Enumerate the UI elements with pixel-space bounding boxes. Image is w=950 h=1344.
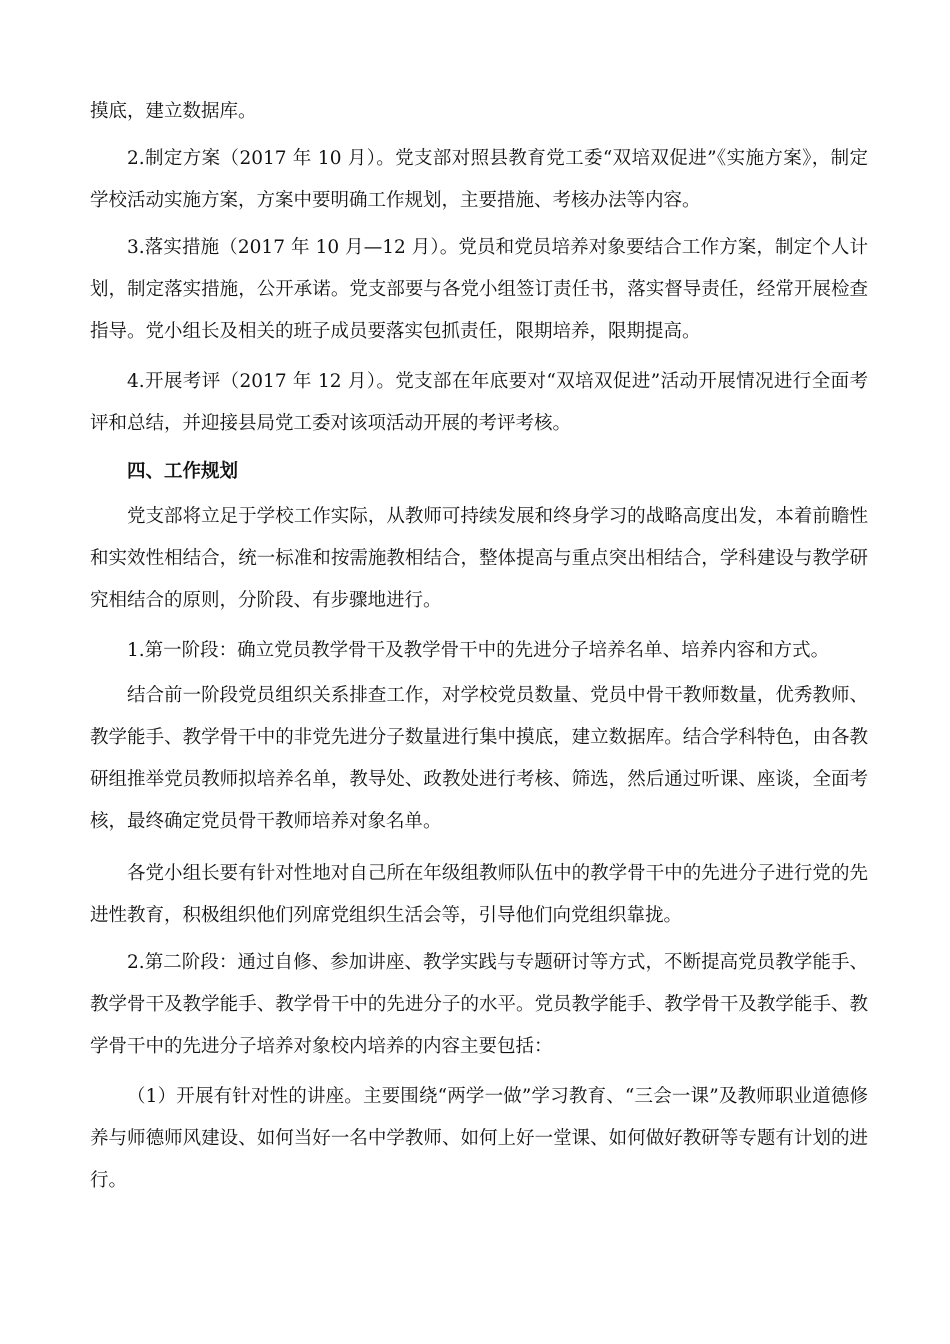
paragraph-step-3: 3.落实措施（2017 年 10 月—12 月）。党员和党员培养对象要结合工作方案，制定个人计划，制定落实措施，公开承诺。党支部要与各党小组签订责任书，落实督导责任，经常开展检查指导。党小组长及相关的班子成员要落实包抓责任，限期培养，限期提高。 xyxy=(90,237,868,342)
section-heading: 四、工作规划 xyxy=(127,461,239,482)
paragraph-continuation: 摸底，建立数据库。 xyxy=(90,101,257,122)
paragraph-phase-1-detail: 结合前一阶段党员组织关系排查工作，对学校党员数量、党员中骨干教师数量，优秀教师、教学能手、教学骨干中的非党先进分子数量进行集中摸底，建立数据库。结合学科特色，由各教研组推举党员教师拟培养名单，教导处、政教处进行考核、筛选，然后通过听课、座谈，全面考核，最终确定党员骨干教师培养对象名单。 xyxy=(90,685,868,832)
paragraph-plan-intro: 党支部将立足于学校工作实际，从教师可持续发展和终身学习的战略高度出发，本着前瞻性和实效性相结合，统一标准和按需施教相结合，整体提高与重点突出相结合，学科建设与教学研究相结合的原则，分阶段、有步骤地进行。 xyxy=(90,506,868,611)
paragraph-phase-2: 2.第二阶段：通过自修、参加讲座、教学实践与专题研讨等方式，不断提高党员教学能手、教学骨干及教学能手、教学骨干中的先进分子的水平。党员教学能手、教学骨干及教学能手、教学骨干中的先进分子培养对象校内培养的内容主要包括： xyxy=(90,952,868,1057)
paragraph-step-4: 4.开展考评（2017 年 12 月）。党支部在年底要对“双培双促进”活动开展情况进行全面考评和总结，并迎接县局党工委对该项活动开展的考评考核。 xyxy=(90,371,868,434)
paragraph-phase-1-groups: 各党小组长要有针对性地对自己所在年级组教师队伍中的教学骨干中的先进分子进行党的先进性教育，积极组织他们列席党组织生活会等，引导他们向党组织靠拢。 xyxy=(90,863,868,926)
paragraph-phase-1: 1.第一阶段：确立党员教学骨干及教学骨干中的先进分子培养名单、培养内容和方式。 xyxy=(127,640,830,661)
paragraph-step-2: 2.制定方案（2017 年 10 月）。党支部对照县教育党工委“双培双促进”《实施方案》，制定学校活动实施方案，方案中要明确工作规划，主要措施、考核办法等内容。 xyxy=(90,148,868,211)
paragraph-item-1: （1）开展有针对性的讲座。主要围绕“两学一做”学习教育、“三会一课”及教师职业道德修养与师德师风建设、如何当好一名中学教师、如何上好一堂课、如何做好教研等专题有计划的进行。 xyxy=(90,1086,868,1191)
